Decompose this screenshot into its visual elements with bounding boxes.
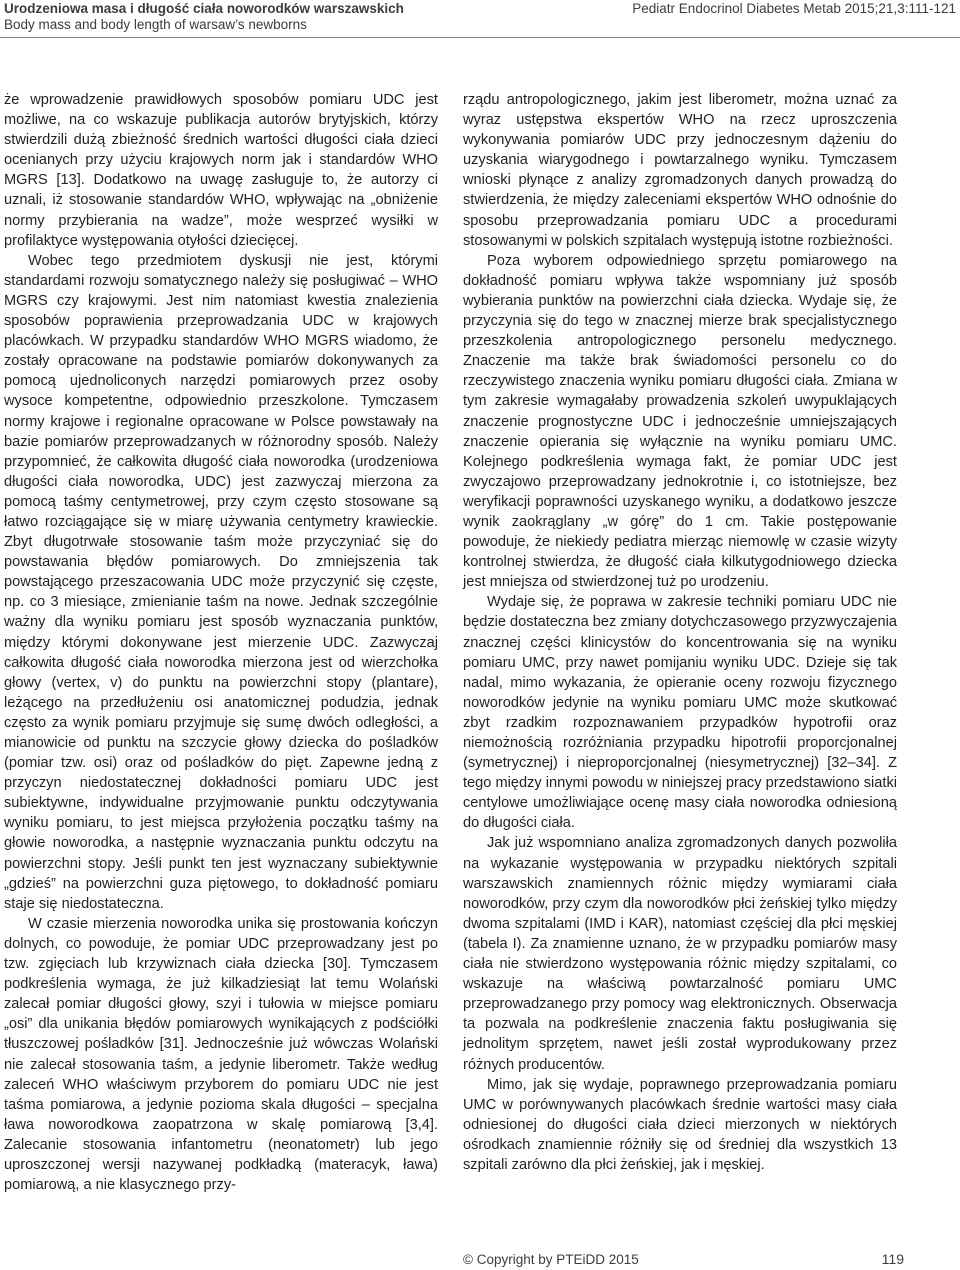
running-title: Urodzeniowa masa i długość ciała noworodków warszawskich bbox=[4, 1, 404, 16]
paragraph: Wydaje się, że poprawa w zakresie techniki pomiaru UDC nie będzie dostateczna bez zmiany dotychczasowego przyzwyczajenia znacznej części klinicystów do koncentrowania się na wyniku pomiaru UMC, przy nawet pomijaniu wyniku UDC. Dzieje się tak nadal, mimo wykazania, że opieranie oceny rozwoju fizycznego noworodków jedynie na wyniku pomiaru UMC może skutkować zbyt rzadkim rozpoznawaniem przypadków hypotrofii oraz niemożnością rozróżniania przypadku hipotrofii proporcjonalnej (symetrycznej) i nieproporcjonalnej (niesymetrycznej) [32–34]. Z tego między innymi powodu w niniejszej pracy przedstawiono siatki centylowe umożliwiające ocenę masy ciała noworodka odniesioną do długości ciała. bbox=[463, 594, 897, 832]
right-text-column bbox=[463, 90, 897, 1175]
paragraph: Poza wyborem odpowiedniego sprzętu pomiarowego na dokładność pomiaru wpływa także wspomniany już sposób wybierania punktów na powierzchni ciała dziecka. Wydaje się, że przyczynia się do tego w znacznej mierze brak specjalistycznego przeszkolenia antropologicznego personelu medycznego. Znaczenie ma także brak świadomości personelu co do rzeczywistego znaczenia wyniku pomiaru długości ciała. Zmiana w tym zakresie wymagałaby prowadzenia szkoleń uwypuklających znaczenie prognostyczne UDC i jednocześnie umniejszających znaczenie opierania się wyłącznie na wyniku pomiaru UMC. Kolejnego podkreślenia wymaga fakt, że pomiar UDC jest zwyczajowo przeprowadzany jednokrotnie i, co istotniejsze, bez weryfikacji poprawności uzyskanego wyniku, a dodatkowo jeszcze wynik zaokrąglany „w górę” do 1 cm. Takie postępowanie powoduje, że niekiedy pediatra mierząc niemowlę w czasie wizyty kontrolnej stwierdza, że długość ciała kilkutygodniowego dziecka jest mniejsza od stwierdzonej tuż po urodzeniu. bbox=[463, 252, 897, 591]
page-number: 119 bbox=[881, 1251, 904, 1267]
paragraph: Wobec tego przedmiotem dyskusji nie jest, którymi standardami rozwoju somatycznego należy się posługiwać – WHO MGRS czy krajowymi. Jest nim natomiast kwestia znalezienia sposobów poprawienia przeprowadzania UDC w krajowych placówkach. W przypadku standardów WHO MGRS wiadomo, że zostały opracowane na podstawie pomiarów dokonywanych za pomocą ujednoliconych narzędzi pomiarowych przez osoby wysoce kompetentne, odpowiednio przeszkolone. Tymczasem normy krajowe i regionalne opracowane w Polsce powstawały na bazie pomiarów przeprowadzanych w różnorodny sposób. Należy przypomnieć, że całkowita długość ciała noworodka (urodzeniowa długości ciała noworodka, UDC) jest zazwyczaj mierzona za pomocą taśmy centymetrowej, przy czym często stosowane są łatwo rozciągające się w miarę używania centymetry krawieckie. Zbyt długotrwałe stosowanie taśm może przyczyniać się do powstawania błędów pomiarowych. Do zmniejszenia tak powstającego przeszacowania UDC może przyczynić się częste, np. co 3 miesiące, zmienianie taśm na nowe. Jednak szczególnie ważny dla wyniku pomiaru jest sposób wyznaczania punktów, między którymi dokonywane jest mierzenie UDC. Zazwyczaj całkowita długość ciała noworodka mierzona jest od wierzchołka głowy (vertex, v) do punktu na powierzchni stopy (plantare), leżącego na przedłużeniu osi anatomicznej podudzia, jednak często za wynik pomiaru przyjmuje się sumę dwóch odległości, a mianowicie od punktu na szczycie głowy dziecka do pośladków (pomiar tzw. osi) oraz od pośladków do pięt. Zapewne jedną z przyczyn niedostatecznej dokładności pomiaru UDC jest subiektywne, indywidualne przyjmowanie punktu odczytywania wyniku pomiaru, to jest miejsca przyłożenia początku taśmy na głowie noworodka, a następnie wyznaczania punktu odczytu na powierzchni stopy. Jeśli punkt ten jest wyznaczany subiektywnie „gdzieś” na powierzchni guza piętowego, to dokładność pomiaru staje się niedostateczna. bbox=[4, 252, 438, 912]
paragraph: że wprowadzenie prawidłowych sposobów pomiaru UDC jest możliwe, na co wskazuje publikacja autorów brytyjskich, którzy stwierdzili dużą zbieżność średnich wartości długości ciała dzieci ocenianych przy użyciu krajowych norm jak i standardów WHO MGRS [13]. Dodatkowo na uwagę zasługuje to, że autorzy ci uznali, iż stosowanie standardów WHO, wpływając na „obniżenie normy przybierania na wadze”, może wesprzeć wysiłki w profilaktyce występowania otyłości dziecięcej. bbox=[4, 92, 438, 249]
paragraph: Jak już wspomniano analiza zgromadzonych danych pozwoliła na wykazanie występowania w przypadku niektórych szpitali warszawskich znamiennych różnic między wymiarami ciała noworodków, przy czym dla noworodków płci żeńskiej tylko między dwoma szpitalami (IMD i KAR), natomiast częściej dla płci męskiej (tabela I). Za znamienne uznano, że w przypadku pomiarów masy ciała nie stwierdzono występowania różnic między szpitalami, co wskazuje na właściwą powtarzalność pomiaru UMC przeprowadzanego przy pomocy wag elektronicznych. Obserwacja ta pozwala na podkreślenie znaczenia faktu posługiwania się jednolitym sprzętem, nawet jeśli został wyprodukowany przez różnych producentów. bbox=[463, 835, 897, 1073]
copyright-notice: © Copyright by PTEiDD 2015 bbox=[463, 1252, 639, 1267]
left-text-column bbox=[4, 90, 438, 1195]
paragraph: W czasie mierzenia noworodka unika się prostowania kończyn dolnych, co powoduje, że pomiar UDC przeprowadzany jest po tzw. zgięciach lub krzywiznach ciała dziecka [30]. Tymczasem podkreślenia wymaga, że już kilkadziesiąt lat temu Wolański zalecał pomiar długości głowy, szyi i tułowia w miejsce pomiaru „osi” dla unikania błędów pomiarowych wynikających z podściółki tłuszczowej pośladków [31]. Jednocześnie już wówczas Wolański nie zalecał stosowania taśm, a jedynie liberometr. Także według zaleceń WHO właściwym przyborem do pomiaru UDC nie jest taśma pomiarowa, a jedynie pozioma skala długości – specjalna ława noworodkowa zaopatrzona w skalę pomiarową [3,4]. Zalecanie stosowania infantometru (neonatometr) lub jego uproszczonej wersji nazywanej podkładką (materacyk, ława) pomiarową, a nie klasycznego przy- bbox=[4, 915, 438, 1194]
journal-citation: Pediatr Endocrinol Diabetes Metab 2015;21,3:111-121 bbox=[632, 1, 956, 16]
paragraph: rządu antropologicznego, jakim jest liberometr, można uznać za wyraz ustępstwa ekspertów WHO na rzecz uproszczenia wykonywania pomiarów UDC przy jednoczesnym dążeniu do uzyskania wiarygodnego i powtarzalnego wyniku. Tymczasem wnioski płynące z analizy zgromadzonych danych prowadzą do stwierdzenia, że między zaleceniami ekspertów WHO odnośnie do sposobu przeprowadzania pomiaru UDC a procedurami stosowanymi w polskich szpitalach występują istotne rozbieżności. bbox=[463, 92, 897, 249]
page-header bbox=[0, 0, 960, 38]
paragraph: Mimo, jak się wydaje, poprawnego przeprowadzania pomiaru UMC w porównywanych placówkach średnie wartości masy ciała odniesionej do długości ciała dzieci mierzonych w niektórych ośrodkach znamiennie różniły się od średniej dla wszystkich 13 szpitali zarówno dla płci żeńskiej, jak i męskiej. bbox=[463, 1076, 897, 1173]
running-subtitle: Body mass and body length of warsaw’s newborns bbox=[4, 17, 307, 32]
